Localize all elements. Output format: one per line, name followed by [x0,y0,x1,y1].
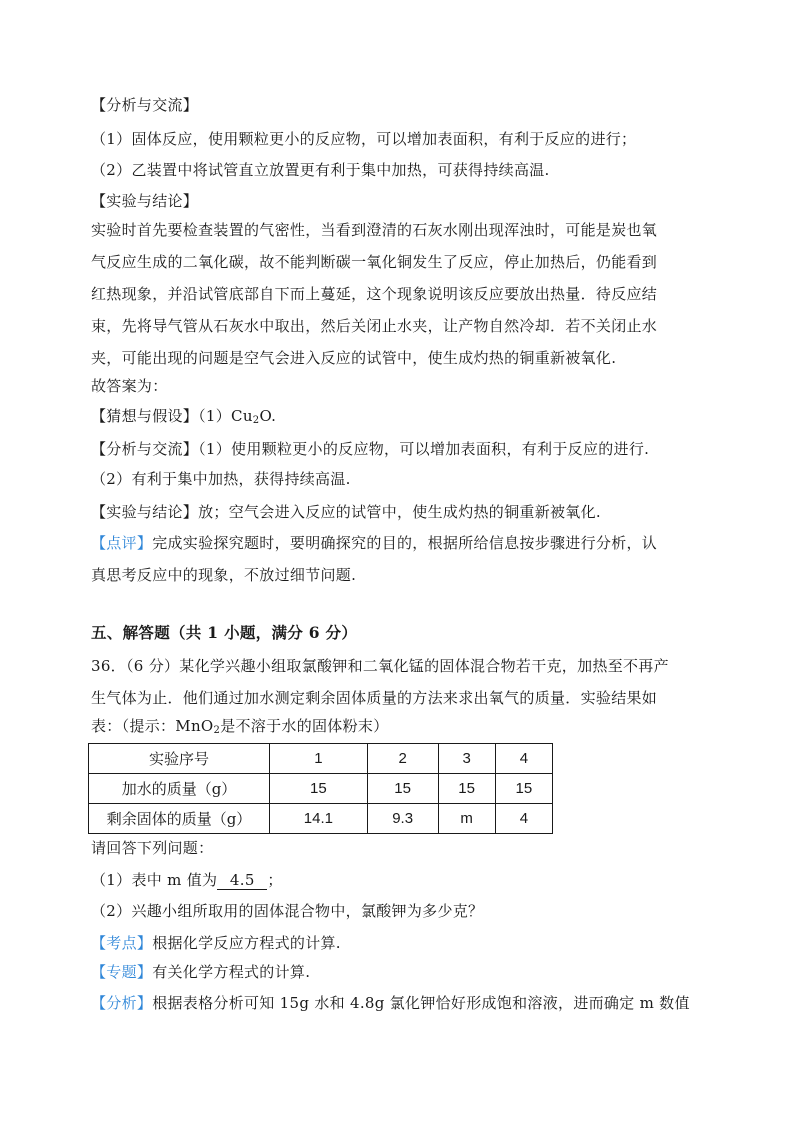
table-cell: 15 [367,774,438,804]
guess-subscript: 2 [252,415,260,426]
fenxi-text: 根据表格分析可知 15g 水和 4.8g 氯化钾恰好形成饱和溶液，进而确定 m 数值 [152,994,690,1012]
answer-guess [91,406,276,431]
answer-conclusion [91,502,601,522]
hint-text: 表：（提示：MnO [91,717,214,735]
analysis-item-1: （1）固体反应，使用颗粒更小的反应物，可以增加表面积，有利于反应的进行； [91,130,637,148]
answer-conclusion-text: 放；空气会进入反应的试管中，使生成灼热的铜重新被氧化. [198,503,601,521]
analysis-item-2: （2）乙装置中将试管直立放置更有利于集中加热，可获得持续高温. [91,161,550,179]
table-header-label: 实验序号 [89,744,270,774]
table-header-cell: 3 [438,744,495,774]
table-row [89,804,553,834]
question-1-end: ； [267,871,283,889]
comment-line-1 [91,533,657,553]
questions-prompt: 请回答下列问题： [91,839,214,857]
conclusion-line-3: 红热现象，并沿试管底部自下而上蔓延，这个现象说明该反应要放出热量．待反应结 [91,285,658,303]
hint-subscript: 2 [213,725,221,736]
table-row [89,774,553,804]
kaodian-tag: 【考点】 [91,934,153,952]
table-cell: 14.1 [270,804,368,834]
conclusion-line-2: 气反应生成的二氧化碳，故不能判断碳一氧化铜发生了反应，停止加热后，仍能看到 [91,253,658,271]
solution-zhuanti [91,962,310,982]
table-cell: 15 [495,774,552,804]
guess-tag: 【猜想与假设】 [91,407,199,425]
question-1-answer: 4.5 [217,871,267,890]
section-5-heading: 五、解答题（共 1 小题，满分 6 分） [91,623,358,642]
comment-line-2: 真思考反应中的现象，不放过细节问题. [91,566,357,584]
table-header-cell: 2 [367,744,438,774]
conclusion-heading: 【实验与结论】 [91,192,199,210]
table-header-cell: 4 [495,744,552,774]
kaodian-text: 根据化学反应方程式的计算. [152,934,341,952]
guess-text-end: O. [259,407,277,425]
question-36-line-2: 生气体为止．他们通过加水测定剩余固体质量的方法来求出氧气的质量．实验结果如 [91,689,658,707]
zhuanti-text: 有关化学方程式的计算. [152,963,311,981]
guess-text: （1）Cu [198,407,253,425]
question-1-text: （1）表中 m 值为 [91,871,218,889]
conclusion-line-1: 实验时首先要检查装置的气密性，当看到澄清的石灰水刚出现浑浊时，可能是炭也氧 [91,221,658,239]
analysis-heading: 【分析与交流】 [91,96,199,114]
question-36-line-3 [91,716,389,741]
table-cell: 9.3 [367,804,438,834]
table-cell: 15 [438,774,495,804]
answer-analysis-text: （1）使用颗粒更小的反应物，可以增加表面积，有利于反应的进行. [198,440,650,458]
conclusion-line-4: 束，先将导气管从石灰水中取出，然后关闭止水夹，让产物自然冷却．若不关闭止水 [91,317,658,335]
question-1 [91,870,283,890]
conclusion-line-5: 夹，可能出现的问题是空气会进入反应的试管中，使生成灼热的铜重新被氧化. [91,349,617,367]
answer-analysis [91,439,649,459]
hint-text-end: 是不溶于水的固体粉末） [220,717,389,735]
comment-tag: 【点评】 [91,534,153,552]
table-cell: m [438,804,495,834]
table-cell: 15 [270,774,368,804]
table-header-row [89,744,553,774]
experiment-table [88,743,553,834]
question-2: （2）兴趣小组所取用的固体混合物中，氯酸钾为多少克？ [91,902,484,920]
table-header-cell: 1 [270,744,368,774]
table-row-label: 剩余固体的质量（g） [89,804,270,834]
solution-fenxi [91,993,690,1013]
answer-analysis-tag: 【分析与交流】 [91,440,199,458]
fenxi-tag: 【分析】 [91,994,153,1012]
table-row-label: 加水的质量（g） [89,774,270,804]
answer-conclusion-tag: 【实验与结论】 [91,503,199,521]
answer-intro: 故答案为： [91,377,168,395]
table-cell: 4 [495,804,552,834]
solution-kaodian [91,933,341,953]
question-36-line-1: 36．（6 分）某化学兴趣小组取氯酸钾和二氧化锰的固体混合物若干克，加热至不再产 [91,657,669,675]
zhuanti-tag: 【专题】 [91,963,153,981]
comment-text-1: 完成实验探究题时，要明确探究的目的，根据所给信息按步骤进行分析，认 [152,534,658,552]
answer-analysis-item-2: （2）有利于集中加热，获得持续高温. [91,470,351,488]
